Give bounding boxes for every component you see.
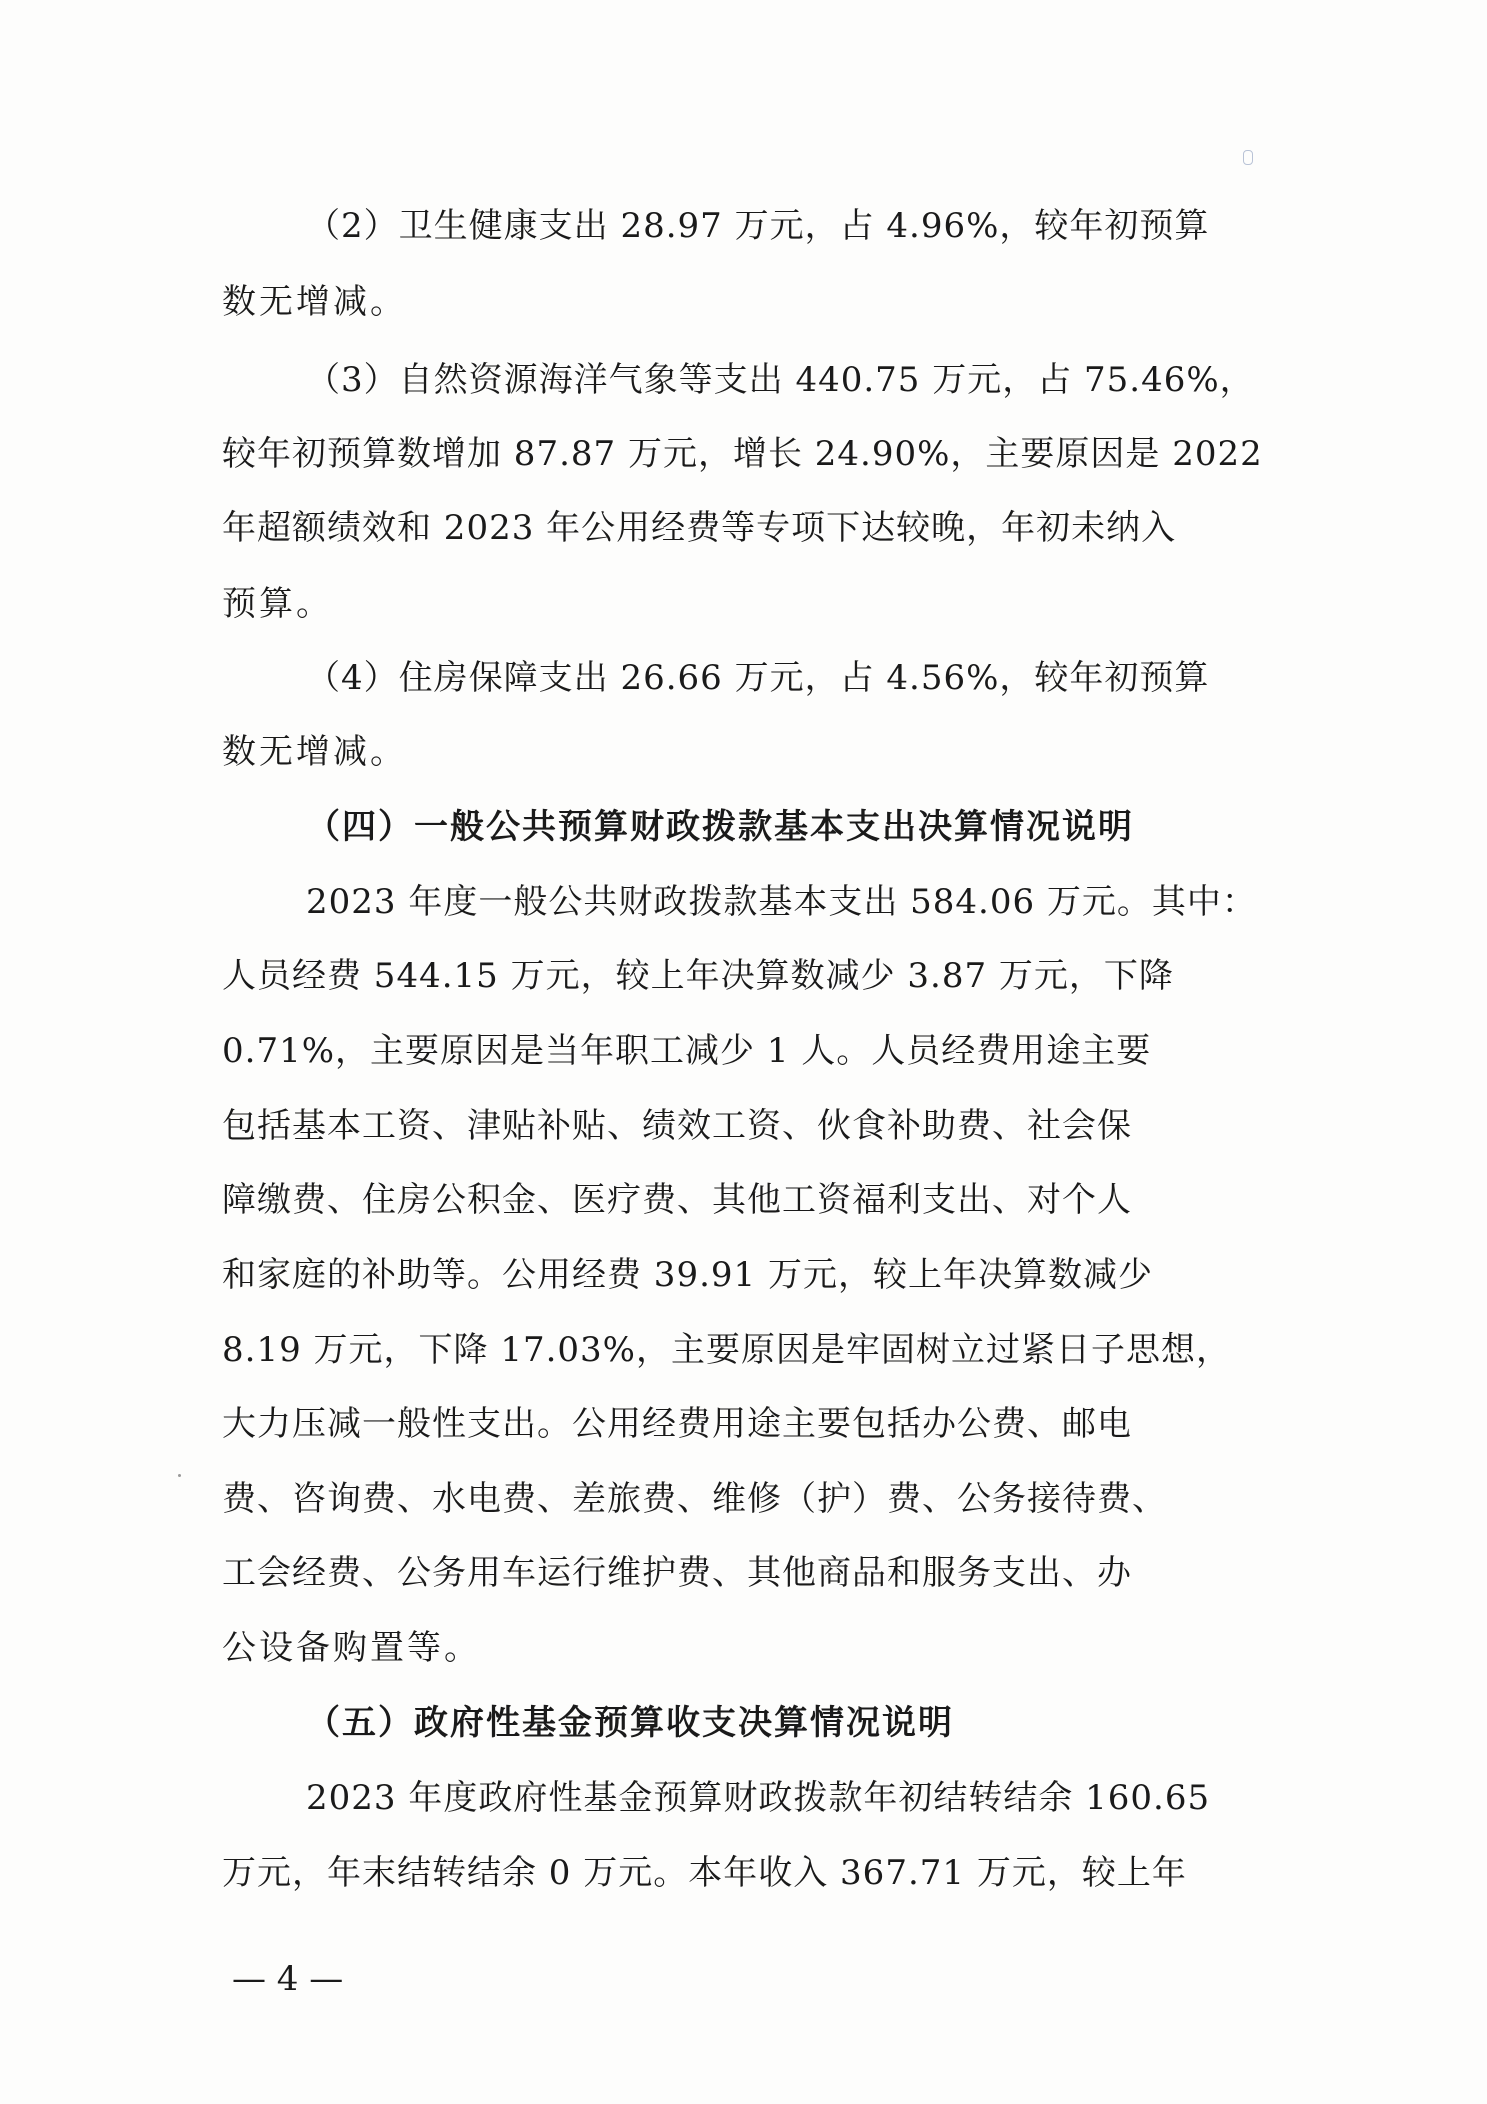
paragraph-line: 0.71%，主要原因是当年职工减少 1 人。人员经费用途主要: [222, 1031, 1152, 1071]
paragraph-line: （2）卫生健康支出 28.97 万元，占 4.96%，较年初预算: [306, 206, 1210, 246]
paragraph-line: 和家庭的补助等。公用经费 39.91 万元，较上年决算数减少: [222, 1255, 1153, 1295]
scan-mark: [1243, 150, 1253, 165]
paragraph-line: 较年初预算数增加 87.87 万元，增长 24.90%，主要原因是 2022: [222, 434, 1263, 474]
section-heading: （四）一般公共预算财政拨款基本支出决算情况说明: [306, 807, 1134, 847]
paragraph-line: 2023 年度一般公共财政拨款基本支出 584.06 万元。其中：: [306, 882, 1257, 922]
paragraph-line: 包括基本工资、津贴补贴、绩效工资、伙食补助费、社会保: [222, 1106, 1132, 1146]
paragraph-line: 年超额绩效和 2023 年公用经费等专项下达较晚，年初未纳入: [222, 508, 1177, 548]
page-number: — 4 —: [232, 1959, 344, 1999]
paragraph-line: 预算。: [222, 584, 333, 624]
section-heading: （五）政府性基金预算收支决算情况说明: [306, 1703, 954, 1743]
paragraph-line: 数无增减。: [222, 732, 407, 772]
paragraph-line: 费、咨询费、水电费、差旅费、维修（护）费、公务接待费、: [222, 1479, 1167, 1519]
paragraph-line: （3）自然资源海洋气象等支出 440.75 万元，占 75.46%，: [306, 360, 1255, 400]
paragraph-line: 公设备购置等。: [222, 1628, 481, 1668]
paragraph-line: 大力压减一般性支出。公用经费用途主要包括办公费、邮电: [222, 1404, 1132, 1444]
paragraph-line: 人员经费 544.15 万元，较上年决算数减少 3.87 万元，下降: [222, 956, 1174, 996]
paragraph-line: 障缴费、住房公积金、医疗费、其他工资福利支出、对个人: [222, 1180, 1132, 1220]
paragraph-line: 工会经费、公务用车运行维护费、其他商品和服务支出、办: [222, 1553, 1132, 1593]
paragraph-line: 万元，年末结转结余 0 万元。本年收入 367.71 万元，较上年: [222, 1853, 1187, 1893]
paragraph-line: （4）住房保障支出 26.66 万元，占 4.56%，较年初预算: [306, 658, 1210, 698]
scan-dot: [178, 1474, 181, 1477]
paragraph-line: 8.19 万元，下降 17.03%，主要原因是牢固树立过紧日子思想，: [222, 1330, 1231, 1370]
paragraph-line: 2023 年度政府性基金预算财政拨款年初结转结余 160.65: [306, 1778, 1211, 1818]
paragraph-line: 数无增减。: [222, 282, 407, 322]
